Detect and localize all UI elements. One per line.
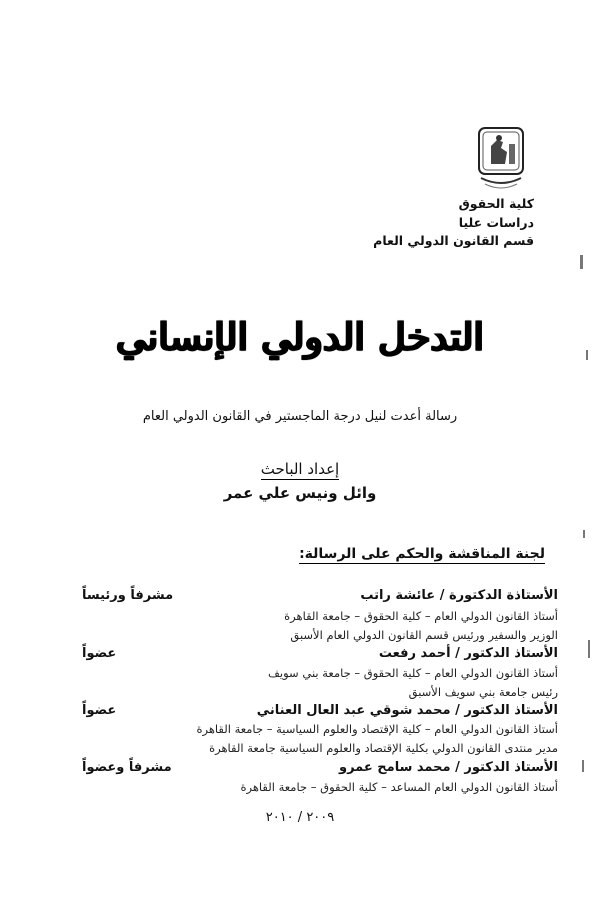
member-3-line-2: مدير منتدى القانون الدولي بكلية الإقتصاد والعلوم السياسية جامعة القاهرة — [209, 741, 558, 755]
member-1-line-1: أستاذ القانون الدولي العام – كلية الحقوق – جامعة القاهرة — [284, 609, 558, 623]
member-3-line-1: أستاذ القانون الدولي العام – كلية الإقتصاد والعلوم السياسية – جامعة القاهرة — [196, 722, 558, 736]
member-2-line-1: أستاذ القانون الدولي العام – كلية الحقوق – جامعة بني سويف — [268, 666, 558, 680]
preparer-name: وائل ونيس علي عمر — [223, 484, 377, 502]
member-4-line-1: أستاذ القانون الدولي العام المساعد – كلية الحقوق – جامعة القاهرة — [240, 780, 558, 794]
postgraduate-studies: دراسات عليا — [458, 215, 534, 230]
scan-mark — [582, 760, 584, 772]
member-2-name: الأستاذ الدكتور / أحمد رفعت — [378, 646, 558, 661]
member-3-name: الأستاذ الدكتور / محمد شوقي عبد العال العناني — [256, 703, 558, 718]
member-1-name: الأستاذة الدكتورة / عائشة راتب — [360, 588, 558, 603]
academic-year: ٢٠٠٩ / ٢٠١٠ — [265, 810, 335, 825]
scan-mark — [580, 255, 583, 269]
scan-mark — [583, 530, 585, 538]
member-3-role: عضواً — [82, 703, 117, 718]
thesis-title: التدخل الدولي الإنساني — [116, 314, 484, 359]
member-1-role: مشرفاً ورئيساً — [82, 588, 174, 603]
scan-mark — [588, 640, 590, 658]
member-2-role: عضواً — [82, 646, 117, 661]
committee-heading — [299, 546, 545, 562]
member-4-name: الأستاذ الدكتور / محمد سامح عمرو — [339, 760, 558, 775]
thesis-subtitle: رسالة أعدت لنيل درجة الماجستير في القانون الدولي العام — [142, 409, 458, 424]
member-4-role: مشرفاً وعضواً — [82, 760, 172, 775]
cairo-university-crest-icon — [473, 126, 529, 192]
member-1-line-2: الوزير والسفير ورئيس قسم القانون الدولي العام الأسبق — [290, 628, 558, 642]
committee-heading-text: لجنة المناقشة والحكم على الرسالة: — [299, 546, 545, 562]
preparer-label-text: إعداد الباحث — [260, 460, 340, 478]
faculty-name: كلية الحقوق — [458, 196, 534, 211]
preparer-label — [0, 460, 600, 478]
member-2-line-2: رئيس جامعة بني سويف الأسبق — [408, 685, 558, 699]
scan-mark — [586, 350, 588, 360]
department-name: قسم القانون الدولي العام — [373, 233, 534, 248]
